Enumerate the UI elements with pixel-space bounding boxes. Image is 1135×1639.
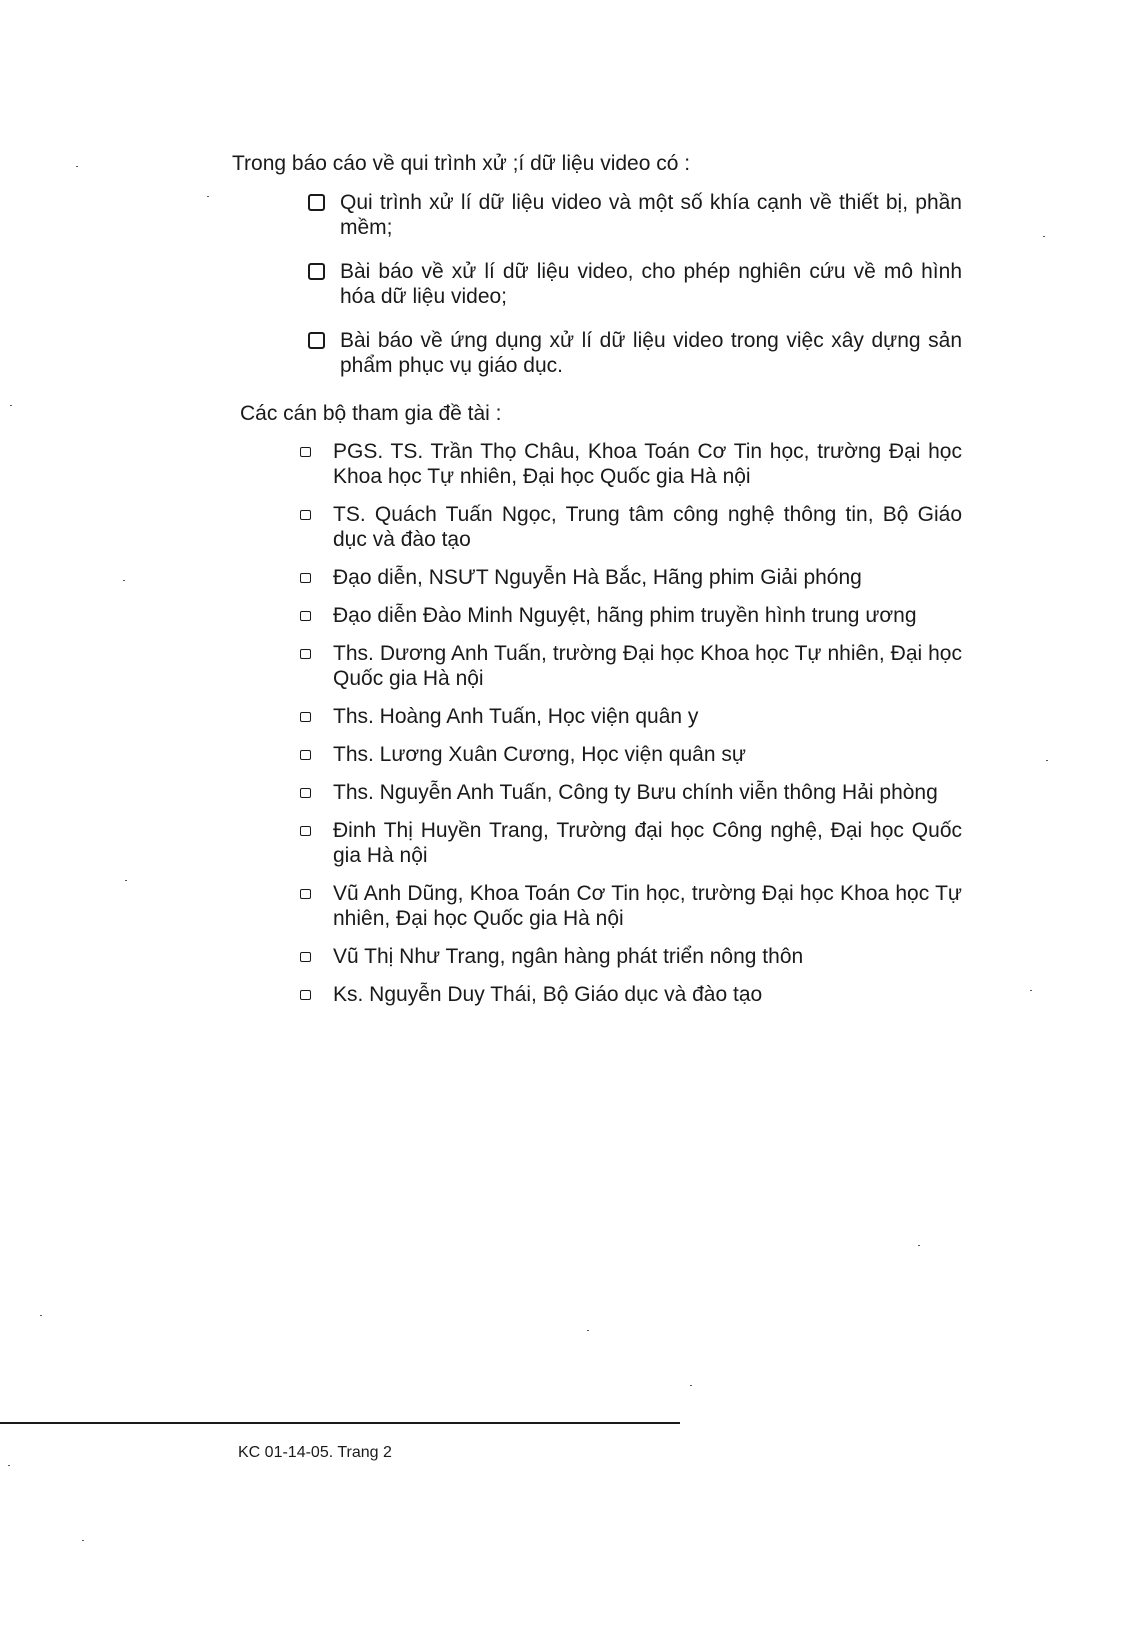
square-bullet-icon xyxy=(300,952,311,962)
scan-speck xyxy=(10,405,12,406)
square-bullet-icon xyxy=(300,889,311,899)
checkbox-bullet-icon xyxy=(308,332,325,349)
list-item-text: Đạo diễn, NSƯT Nguyễn Hà Bắc, Hãng phim Giải phóng xyxy=(333,566,862,589)
square-bullet-icon xyxy=(300,573,311,583)
scan-speck xyxy=(125,880,127,881)
staff-heading: Các cán bộ tham gia đề tài : xyxy=(240,402,502,425)
list-item-text: Ths. Dương Anh Tuấn, trường Đại học Khoa học Tự nhiên, Đại học Quốc gia Hà nội xyxy=(333,642,962,690)
list-item xyxy=(308,328,962,378)
list-item xyxy=(300,818,962,868)
scan-speck xyxy=(918,1245,920,1246)
scan-speck xyxy=(690,1385,692,1386)
list-item-text: Đinh Thị Huyền Trang, Trường đại học Công nghệ, Đại học Quốc gia Hà nội xyxy=(333,819,962,867)
scan-speck xyxy=(8,1465,10,1466)
intro-paragraph: Trong báo cáo về qui trình xử ;í dữ liệu video có : xyxy=(232,152,691,175)
square-bullet-icon xyxy=(300,826,311,836)
scan-speck xyxy=(587,1330,589,1331)
list-item-text: TS. Quách Tuấn Ngọc, Trung tâm công nghệ thông tin, Bộ Giáo dục và đào tạo xyxy=(333,503,962,551)
list-item-text: Ths. Nguyễn Anh Tuấn, Công ty Bưu chính viễn thông Hải phòng xyxy=(333,781,938,804)
scan-speck xyxy=(76,166,78,167)
list-item xyxy=(300,742,962,767)
page-footer: KC 01-14-05. Trang 2 xyxy=(238,1444,392,1461)
list-item xyxy=(300,704,962,729)
list-item-text: Bài báo về ứng dụng xử lí dữ liệu video trong việc xây dựng sản phẩm phục vụ giáo dục. xyxy=(340,329,962,377)
square-bullet-icon xyxy=(300,788,311,798)
scan-speck xyxy=(207,196,209,197)
list-item xyxy=(300,641,962,691)
checkbox-bullet-icon xyxy=(308,194,325,211)
list-item xyxy=(300,944,962,969)
list-item xyxy=(300,982,962,1007)
list-item-text: Ths. Lương Xuân Cương, Học viện quân sự xyxy=(333,743,746,766)
scan-speck xyxy=(40,1315,42,1316)
square-bullet-icon xyxy=(300,990,311,1000)
list-item-text: PGS. TS. Trần Thọ Châu, Khoa Toán Cơ Tin học, trường Đại học Khoa học Tự nhiên, Đại học Quốc gia Hà nội xyxy=(333,440,962,488)
list-item-text: Vũ Anh Dũng, Khoa Toán Cơ Tin học, trường Đại học Khoa học Tự nhiên, Đại học Quốc gia Hà nội xyxy=(333,882,962,930)
list-item xyxy=(300,502,962,552)
list-item xyxy=(300,439,962,489)
scan-speck xyxy=(123,580,125,581)
list-item-text: Bài báo về xử lí dữ liệu video, cho phép nghiên cứu về mô hình hóa dữ liệu video; xyxy=(340,260,962,308)
square-bullet-icon xyxy=(300,649,311,659)
list-item-text: Vũ Thị Như Trang, ngân hàng phát triển nông thôn xyxy=(333,945,804,968)
list-item xyxy=(300,603,962,628)
list-item-text: Qui trình xử lí dữ liệu video và một số khía cạnh về thiết bị, phần mềm; xyxy=(340,191,962,239)
scan-speck xyxy=(1043,236,1045,237)
list-item-text: Đạo diễn Đào Minh Nguyệt, hãng phim truyền hình trung ương xyxy=(333,604,917,627)
list-item xyxy=(308,259,962,309)
list-item xyxy=(308,190,962,240)
square-bullet-icon xyxy=(300,712,311,722)
staff-list xyxy=(300,439,962,1020)
scan-speck xyxy=(1030,990,1032,991)
list-item-text: Ks. Nguyễn Duy Thái, Bộ Giáo dục và đào tạo xyxy=(333,983,763,1006)
checkbox-bullet-icon xyxy=(308,263,325,280)
list-item xyxy=(300,780,962,805)
square-bullet-icon xyxy=(300,510,311,520)
square-bullet-icon xyxy=(300,750,311,760)
list-item-text: Ths. Hoàng Anh Tuấn, Học viện quân y xyxy=(333,705,699,728)
scan-speck xyxy=(1046,760,1048,761)
list-item xyxy=(300,881,962,931)
square-bullet-icon xyxy=(300,611,311,621)
scan-speck xyxy=(82,1540,84,1541)
list-item xyxy=(300,565,962,590)
footer-divider xyxy=(0,1422,680,1424)
deliverables-list xyxy=(308,190,962,397)
square-bullet-icon xyxy=(300,447,311,457)
